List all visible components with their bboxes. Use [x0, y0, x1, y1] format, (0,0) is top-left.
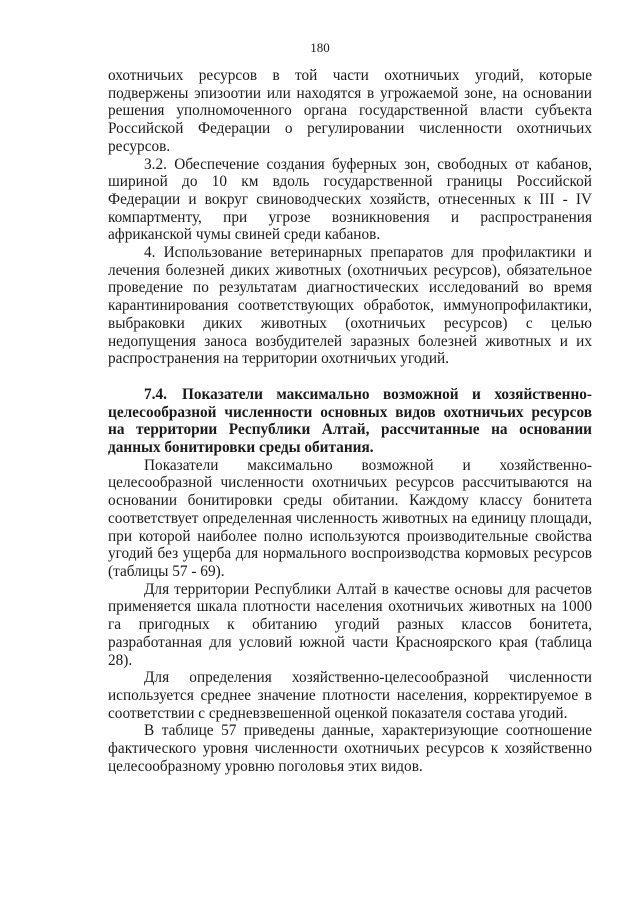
- section-title: Показатели максимально возможной и хозяйственно-целесообразной численности основных видов охотничьих ресурсов на территории Республики Алтай, рассчитанные на основании данных бонитировки среды обитания.: [108, 385, 592, 457]
- section-number: 7.4.: [144, 385, 167, 403]
- page-number: 180: [310, 40, 330, 55]
- paragraph-indicators: Показатели максимально возможной и хозяйственно-целесообразной численности охотничьих ресурсов рассчитываются на основании бонитировки среды обитании. Каждому классу бонитета соответствует определенная численность животных на единицу площади, при которой наиболее полно используются производительные свойства угодий без ущерба для нормального воспроизводства кормовых ресурсов (таблицы 57 - 69).: [108, 456, 592, 580]
- section-heading: [108, 386, 592, 457]
- page-content: [108, 67, 592, 775]
- paragraph-economic-number: Для определения хозяйственно-целесообразной численности используется среднее значение плотности населения, корректируемое в соответствии с средневзвешенной оценкой показателя состава угодий.: [108, 669, 592, 722]
- paragraph-table-57: В таблице 57 приведены данные, характеризующие соотношение фактического уровня численности охотничьих ресурсов к хозяйственно целесообразному уровню поголовья этих видов.: [108, 722, 592, 775]
- paragraph-continuation: охотничьих ресурсов в той части охотничьих угодий, которые подвержены эпизоотии или находятся в угрожаемой зоне, на основании решения уполномоченного органа государственной власти субъекта Российской Федерации о регулировании численности охотничьих ресурсов.: [108, 67, 592, 155]
- paragraph-density-scale: Для территории Республики Алтай в качестве основы для расчетов применяется шкала плотности населения охотничьих животных на 1000 га пригодных к обитанию угодий разных классов бонитета, разработанная для условий южной части Красноярского края (таблица 28).: [108, 580, 592, 669]
- paragraph-veterinary: 4. Использование ветеринарных препаратов для профилактики и лечения болезней диких животных (охотничьих ресурсов), обязательное проведение по результатам диагностических исследований во время карантинирования соответствующих обработок, иммунопрофилактики, выбраковки диких животных (охотничьих ресурсов) с целью недопущения заноса возбудителей заразных болезней животных и их распространения на территории охотничьих угодий.: [108, 244, 592, 368]
- paragraph-buffer-zones: 3.2. Обеспечение создания буферных зон, свободных от кабанов, шириной до 10 км вдоль государственной границы Российской Федерации и вокруг свиноводческих хозяйств, отнесенных к III - IV компартменту, при угрозе возникновения и распространения африканской чумы свиней среди кабанов.: [108, 155, 592, 244]
